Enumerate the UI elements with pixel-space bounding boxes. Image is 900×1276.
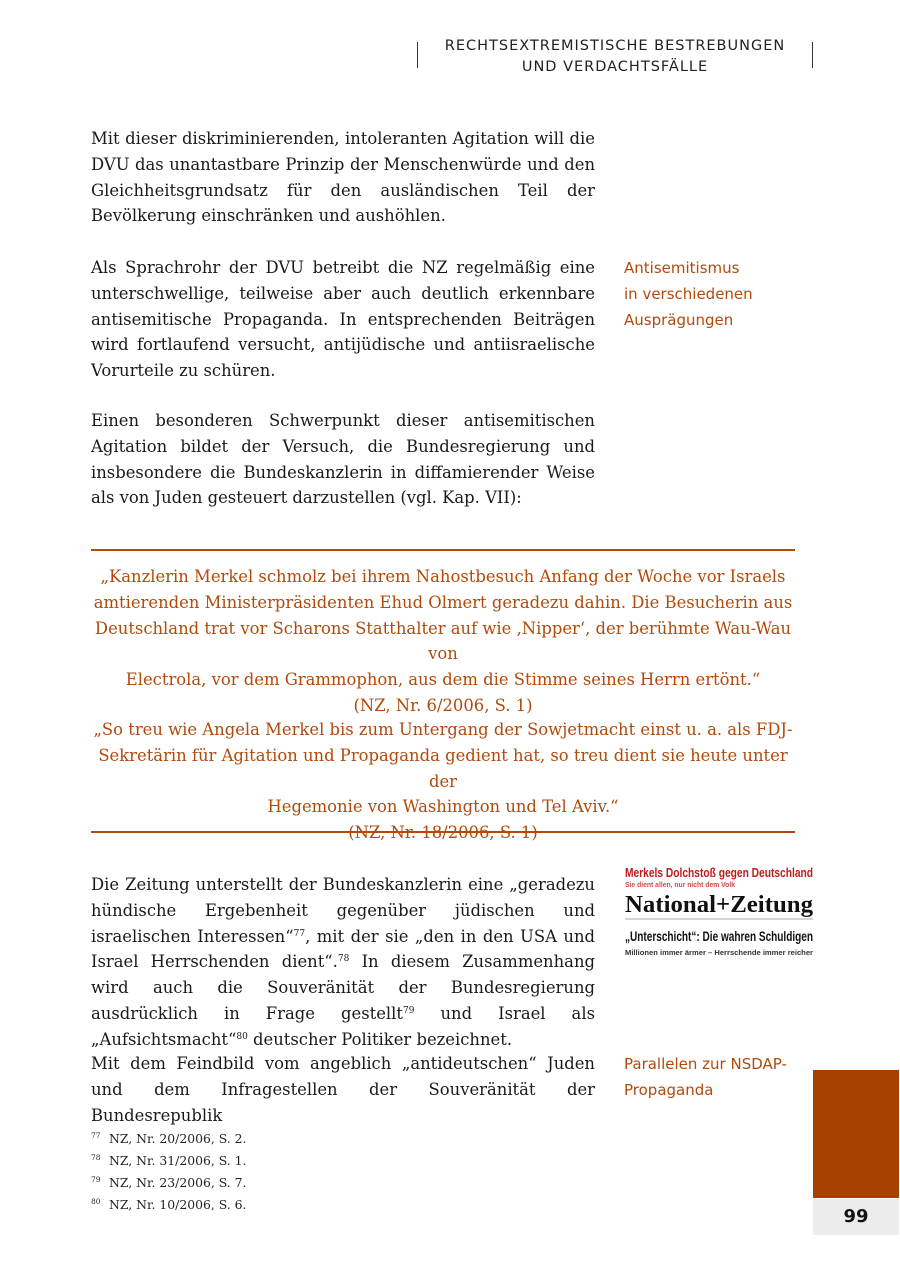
side-note-line: Ausprägungen — [624, 311, 734, 329]
paragraph-5: Mit dem Feindbild vom angeblich „antideutschen“ Juden und dem Infragestellen der Souveränität der Bundesrepublik — [91, 1054, 595, 1125]
quote-1-line: Deutschland trat vor Scharons Statthalter auf wie ‚Nipper‘, der berühmte Wau-Wau von — [94, 618, 792, 664]
running-header-line-2: UND VERDACHTSFÄLLE — [521, 59, 709, 75]
quote-1-source: (NZ, Nr. 6/2006, S. 1) — [353, 695, 533, 715]
paragraph-1: Mit dieser diskriminierenden, intoleranten Agitation will die DVU das unantastbare Prinzip der Menschenwürde und den Gleichheitsgrundsatz für den ausländischen Teil der Bevölkerung einschränken und aushöhlen. — [91, 129, 595, 226]
quote-1-line: amtierenden Ministerpräsidenten Ehud Olmert geradezu dahin. Die Besucherin aus — [93, 592, 793, 612]
paragraph-4-text: In diesem Zusammenhang wird auch die Souveränität der Bundesregierung ausdrücklich in Frage gestellt — [91, 952, 595, 1023]
footnote-text: NZ, Nr. 10/2006, S. 6. — [109, 1197, 247, 1212]
footnote-number: 78 — [91, 1153, 101, 1162]
quote-rule-bottom — [91, 831, 795, 833]
paragraph-2: Als Sprachrohr der DVU betreibt die NZ regelmäßig eine unterschwellige, teilweise aber auch deutlich erkennbare antisemitische Propaganda. In entsprechenden Beiträgen wird fortlaufend versucht, antijüdische und antiisraelische Vorurteile zu schüren. — [91, 258, 595, 381]
running-header-line-1: RECHTSEXTREMISTISCHE BESTREBUNGEN — [444, 38, 786, 54]
paragraph-3: Einen besonderen Schwerpunkt dieser antisemitischen Agitation bildet der Versuch, die Bundesregierung und insbesondere die Bundeskanzlerin in diffamierender Weise als von Juden gesteuert darzustellen (vgl. Kap. VII): — [91, 411, 595, 508]
quote-2-source — [91, 820, 795, 846]
quote-rule-top — [91, 549, 795, 551]
footnote-ref-79[interactable]: 79 — [402, 1005, 415, 1016]
clip-headline-top: Merkels Dolchstoß gegen Deutschland — [625, 865, 814, 880]
quote-2-line: Sekretärin für Agitation und Propaganda gedient hat, so treu dient sie heute unter der — [98, 745, 788, 791]
side-note-line: in verschiedenen — [624, 285, 753, 303]
clip-subline-top: Sie dient allen, nur nicht dem Volk — [625, 882, 736, 889]
quote-1-line: „Kanzlerin Merkel schmolz bei ihrem Nahostbesuch Anfang der Woche vor Israels — [100, 567, 786, 586]
footnote-ref-77[interactable]: 77 — [293, 928, 306, 939]
side-note-line: Parallelen zur NSDAP- — [624, 1055, 787, 1073]
footnote-number: 80 — [91, 1197, 101, 1206]
page-number: 99 — [813, 1199, 899, 1235]
side-note-antisemitism — [624, 255, 824, 333]
quote-1-line: Electrola, vor dem Grammophon, aus dem die Stimme seines Herrn ertönt.“ — [125, 670, 761, 690]
footnote-79 — [91, 1170, 247, 1192]
footnotes — [91, 1126, 247, 1214]
paragraph-4-text: , mit der sie „den in den USA und Israel Herrschenden dient“. — [91, 926, 595, 972]
paragraph-4-text: und Israel als „Aufsichtsmacht“ — [91, 1003, 595, 1049]
footnote-text: NZ, Nr. 20/2006, S. 2. — [109, 1131, 247, 1146]
paragraph-4 — [91, 872, 595, 1053]
newspaper-clipping-image — [624, 864, 814, 960]
footnote-77 — [91, 1126, 247, 1148]
clip-subline-bottom: Millionen immer ärmer – Herrschende immer reicher — [625, 948, 814, 957]
running-header — [430, 36, 800, 78]
paragraph-4-text: Die Zeitung unterstellt der Bundeskanzlerin eine „geradezu hündische Ergebenheit gegenüber jüdischen und israelischen Interessen“ — [91, 875, 595, 946]
footnote-text: NZ, Nr. 23/2006, S. 7. — [109, 1175, 247, 1190]
footnote-78 — [91, 1148, 247, 1170]
side-note-nsdap — [624, 1051, 824, 1103]
chapter-thumb-tab — [813, 1070, 899, 1198]
footnote-text: NZ, Nr. 31/2006, S. 1. — [109, 1153, 247, 1168]
footnote-number: 77 — [91, 1131, 101, 1140]
quote-2-line: „So treu wie Angela Merkel bis zum Untergang der Sowjetmacht einst u. a. als FDJ- — [93, 720, 793, 739]
quote-1 — [91, 564, 795, 719]
header-divider-left — [417, 42, 418, 68]
clip-headline-bottom: „Unterschicht“: Die wahren Schuldigen — [625, 928, 813, 944]
footnote-ref-78[interactable]: 78 — [337, 954, 350, 965]
footnote-80 — [91, 1192, 247, 1214]
clip-masthead: National+Zeitung — [625, 892, 813, 918]
side-note-line: Propaganda — [624, 1081, 714, 1099]
quote-2-line: Hegemonie von Washington und Tel Aviv.“ — [267, 797, 619, 817]
header-divider-right — [812, 42, 813, 68]
footnote-ref-80[interactable]: 80 — [236, 1031, 248, 1042]
quote-2 — [91, 717, 795, 846]
paragraph-4-text: deutscher Politiker bezeichnet. — [247, 1029, 513, 1049]
side-note-line: Antisemitismus — [624, 259, 740, 277]
footnote-number: 79 — [91, 1175, 101, 1184]
